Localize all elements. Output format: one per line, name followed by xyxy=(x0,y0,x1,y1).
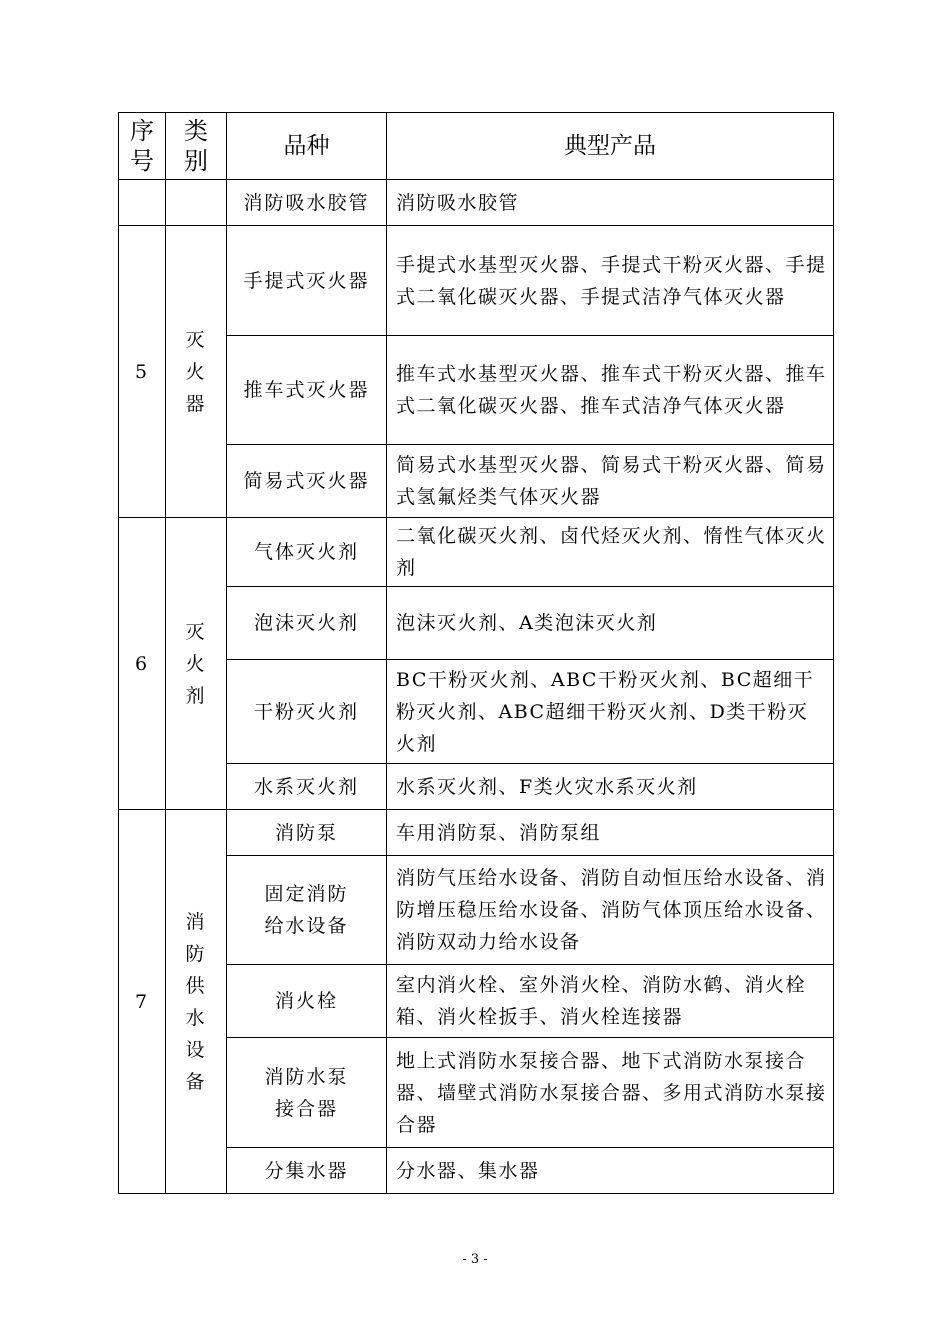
table-row xyxy=(119,1038,834,1148)
header-seq: 序号 xyxy=(119,113,166,180)
table-row xyxy=(119,660,834,764)
products-cell: 二氧化碳灭火剂、卤代烃灭火剂、惰性气体灭火剂 xyxy=(387,518,834,587)
category-cell: 消防供水设备 xyxy=(166,810,227,1194)
table-row xyxy=(119,1148,834,1194)
variety-cell: 消防水泵接合器 xyxy=(227,1038,387,1148)
products-cell: 地上式消防水泵接合器、地下式消防水泵接合器、墙壁式消防水泵接合器、多用式消防水泵接合器 xyxy=(387,1038,834,1148)
variety-cell: 水系灭火剂 xyxy=(227,764,387,810)
table-row xyxy=(119,445,834,518)
products-cell: 消防吸水胶管 xyxy=(387,180,834,226)
table-row xyxy=(119,336,834,445)
products-cell: 手提式水基型灭火器、手提式干粉灭火器、手提式二氧化碳灭火器、手提式洁净气体灭火器 xyxy=(387,226,834,336)
products-cell: 车用消防泵、消防泵组 xyxy=(387,810,834,856)
table-header-row xyxy=(119,113,834,180)
table-row xyxy=(119,518,834,587)
seq-cell: 7 xyxy=(119,810,166,1194)
seq-cell: 5 xyxy=(119,226,166,518)
variety-cell: 消防泵 xyxy=(227,810,387,856)
variety-cell: 消防吸水胶管 xyxy=(227,180,387,226)
products-cell: 室内消火栓、室外消火栓、消防水鹤、消火栓箱、消火栓扳手、消火栓连接器 xyxy=(387,965,834,1038)
table-row xyxy=(119,856,834,965)
variety-cell: 手提式灭火器 xyxy=(227,226,387,336)
table-row xyxy=(119,965,834,1038)
variety-cell: 消火栓 xyxy=(227,965,387,1038)
products-cell: 简易式水基型灭火器、简易式干粉灭火器、简易式氢氟烃类气体灭火器 xyxy=(387,445,834,518)
variety-cell: 气体灭火剂 xyxy=(227,518,387,587)
page-number: - 3 - xyxy=(462,1252,488,1267)
products-cell: 水系灭火剂、F类火灾水系灭火剂 xyxy=(387,764,834,810)
header-category: 类别 xyxy=(166,113,227,180)
category-cell: 灭火剂 xyxy=(166,518,227,810)
variety-cell: 固定消防给水设备 xyxy=(227,856,387,965)
header-products: 典型产品 xyxy=(387,113,834,180)
seq-cell: 6 xyxy=(119,518,166,810)
table-row xyxy=(119,810,834,856)
table-row xyxy=(119,226,834,336)
variety-cell: 干粉灭火剂 xyxy=(227,660,387,764)
product-table xyxy=(118,112,834,1194)
products-cell: 泡沫灭火剂、A类泡沫灭火剂 xyxy=(387,587,834,660)
variety-cell: 泡沫灭火剂 xyxy=(227,587,387,660)
seq-cell-empty xyxy=(119,180,166,226)
variety-cell: 推车式灭火器 xyxy=(227,336,387,445)
products-cell: 消防气压给水设备、消防自动恒压给水设备、消防增压稳压给水设备、消防气体顶压给水设备、消防双动力给水设备 xyxy=(387,856,834,965)
category-cell-empty xyxy=(166,180,227,226)
products-cell: 分水器、集水器 xyxy=(387,1148,834,1194)
products-cell: BC干粉灭火剂、ABC干粉灭火剂、BC超细干粉灭火剂、ABC超细干粉灭火剂、D类干粉灭火剂 xyxy=(387,660,834,764)
header-variety: 品种 xyxy=(227,113,387,180)
table-row xyxy=(119,180,834,226)
table-row xyxy=(119,764,834,810)
category-cell: 灭火器 xyxy=(166,226,227,518)
products-cell: 推车式水基型灭火器、推车式干粉灭火器、推车式二氧化碳灭火器、推车式洁净气体灭火器 xyxy=(387,336,834,445)
table-row xyxy=(119,587,834,660)
variety-cell: 简易式灭火器 xyxy=(227,445,387,518)
variety-cell: 分集水器 xyxy=(227,1148,387,1194)
